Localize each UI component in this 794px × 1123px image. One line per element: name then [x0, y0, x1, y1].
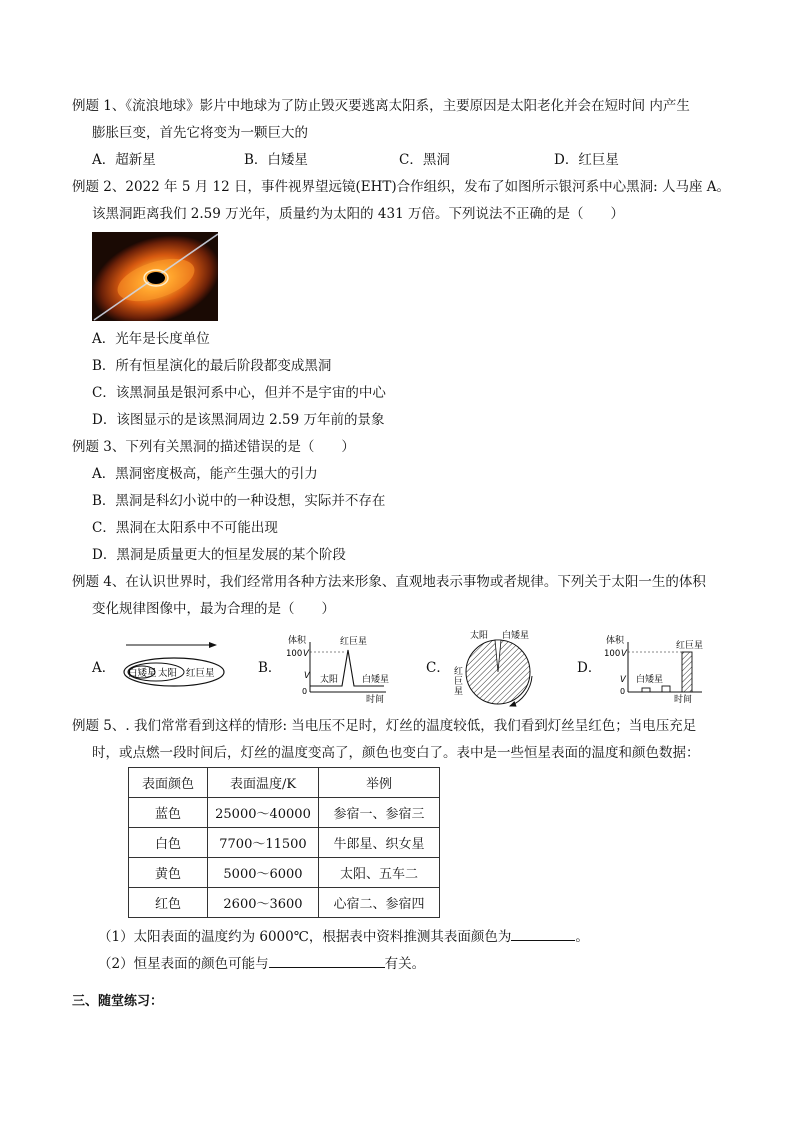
- q5-sub1-text: （1）太阳表面的温度约为 6000℃，根据表中资料推测其表面颜色为: [98, 929, 512, 945]
- table-cell: 心宿二、参宿四: [319, 888, 440, 918]
- q2-option-c: C．该黑洞虽是银河系中心，但并不是宇宙的中心: [92, 385, 386, 401]
- diagram-c-white-dwarf: 白矮星: [502, 631, 530, 641]
- diagram-a-sun: 太阳: [158, 668, 178, 679]
- q5-sub2-end: 有关。: [384, 956, 426, 972]
- q1-option-b: B．白矮星: [244, 152, 308, 168]
- table-header: 表面颜色: [129, 768, 208, 798]
- table-row: [129, 828, 440, 858]
- diagram-b-v2: V: [304, 671, 310, 681]
- star-color-table: [128, 767, 440, 918]
- diagram-c-red-giant-2: 巨: [454, 677, 464, 687]
- answer-blank-1[interactable]: [511, 926, 575, 941]
- q5-sub2: [98, 953, 425, 973]
- q1-option-a: A．超新星: [92, 152, 156, 168]
- q4-line2: 变化规律图像中，最为合理的是（ ）: [92, 601, 335, 617]
- diagram-b-v: V: [303, 649, 309, 659]
- diagram-a: [118, 638, 228, 688]
- q1-option-d: D．红巨星: [554, 152, 619, 168]
- q2-option-a: A．光年是长度单位: [92, 331, 210, 347]
- diagram-b-sun: 太阳: [320, 675, 339, 685]
- q1-option-c: C．黑洞: [399, 152, 450, 168]
- answer-blank-2[interactable]: [269, 953, 385, 968]
- diagram-d: [602, 632, 706, 704]
- table-cell: 参宿一、参宿三: [319, 798, 440, 828]
- q2-option-d: D．该图显示的是该黑洞周边 2.59 万年前的景象: [92, 412, 385, 428]
- table-header: 表面温度/K: [208, 768, 319, 798]
- diagram-d-y100: 100: [604, 649, 621, 659]
- table-cell: 蓝色: [129, 798, 208, 828]
- diagram-b-ylabel: 体积: [288, 636, 307, 646]
- diagram-b: [282, 632, 394, 704]
- table-cell: 白色: [129, 828, 208, 858]
- diagram-c-sun: 太阳: [470, 631, 489, 641]
- q5-sub1: [98, 926, 589, 946]
- diagram-a-red-giant: 红巨星: [186, 668, 215, 679]
- diagram-d-v2: V: [620, 675, 626, 685]
- diagram-c: [448, 628, 548, 708]
- q4-label-d: D．: [577, 660, 602, 676]
- diagram-d-red-giant: 红巨星: [676, 641, 704, 651]
- section-heading: 三、随堂练习：: [72, 994, 164, 1009]
- q2-option-b: B．所有恒星演化的最后阶段都变成黑洞: [92, 358, 332, 374]
- diagram-a-white-dwarf: 白矮星: [128, 668, 157, 679]
- q5-sub1-end: 。: [575, 929, 589, 945]
- q4-label-b: B．: [258, 660, 282, 676]
- q3-line1: 例题 3、下列有关黑洞的描述错误的是（ ）: [72, 439, 355, 455]
- q3-option-b: B．黑洞是科幻小说中的一种设想，实际并不存在: [92, 493, 386, 509]
- table-cell: 7700～11500: [208, 828, 319, 858]
- q3-option-a: A．黑洞密度极高，能产生强大的引力: [92, 466, 318, 482]
- q5-sub2-text: （2）恒星表面的颜色可能与: [98, 956, 269, 972]
- diagram-b-y100: 100: [286, 649, 303, 659]
- black-hole-image: [92, 232, 218, 321]
- q2-line1: 例题 2、2022 年 5 月 12 日，事件视界望远镜(EHT)合作组织，发布了如图所示银河系中心黑洞: 人马座 A。: [72, 179, 731, 195]
- diagram-d-bar-white-dwarf: [662, 686, 670, 692]
- diagram-b-xlabel: 时间: [366, 695, 385, 704]
- q1-line2: 膨胀巨变，首先它将变为一颗巨大的: [92, 125, 308, 141]
- diagram-d-xlabel: 时间: [674, 695, 693, 704]
- diagram-b-white-dwarf: 白矮星: [362, 675, 390, 685]
- table-cell: 黄色: [129, 858, 208, 888]
- table-row: [129, 888, 440, 918]
- diagram-b-red-giant: 红巨星: [340, 637, 368, 647]
- diagram-d-v: V: [621, 649, 627, 659]
- table-cell: 太阳、五车二: [319, 858, 440, 888]
- q4-label-a: A．: [92, 660, 116, 676]
- table-cell: 2600～3600: [208, 888, 319, 918]
- q5-line2: 时，或点燃一段时间后，灯丝的温度变高了，颜色也变白了。表中是一些恒星表面的温度和颜色数据：: [92, 745, 700, 761]
- q3-option-d: D．黑洞是质量更大的恒星发展的某个阶段: [92, 547, 346, 563]
- diagram-d-bar-red-giant: [682, 652, 692, 692]
- diagram-c-red-giant-1: 红: [454, 667, 464, 677]
- table-cell: 牛郎星、织女星: [319, 828, 440, 858]
- q5-line1: 例题 5、. 我们常常看到这样的情形: 当电压不足时，灯丝的温度较低，我们看到灯丝呈红色；当电压充足: [72, 718, 697, 734]
- diagram-d-ylabel: 体积: [606, 636, 625, 646]
- table-cell: 红色: [129, 888, 208, 918]
- table-header: 举例: [319, 768, 440, 798]
- table-header-row: [129, 768, 440, 798]
- table-cell: 25000～40000: [208, 798, 319, 828]
- q4-line1: 例题 4、在认识世界时，我们经常用各种方法来形象、直观地表示事物或者规律。下列关于太阳一生的体积: [72, 574, 706, 590]
- table-row: [129, 798, 440, 828]
- q3-option-c: C．黑洞在太阳系中不可能出现: [92, 520, 278, 536]
- q4-label-c: C．: [426, 660, 450, 676]
- q1-line1: 例题 1、《流浪地球》影片中地球为了防止毁灭要逃离太阳系，主要原因是太阳老化并会在短时间 内产生: [72, 98, 690, 114]
- diagram-d-bar-sun: [642, 688, 650, 692]
- diagram-c-red-giant-3: 星: [454, 687, 464, 697]
- table-cell: 5000～6000: [208, 858, 319, 888]
- q2-line2: 该黑洞距离我们 2.59 万光年，质量约为太阳的 431 万倍。下列说法不正确的是（ ）: [92, 206, 624, 222]
- table-row: [129, 858, 440, 888]
- diagram-d-white-dwarf: 白矮星: [636, 675, 664, 685]
- diagram-b-origin: 0: [302, 687, 308, 696]
- diagram-d-origin: 0: [620, 687, 626, 696]
